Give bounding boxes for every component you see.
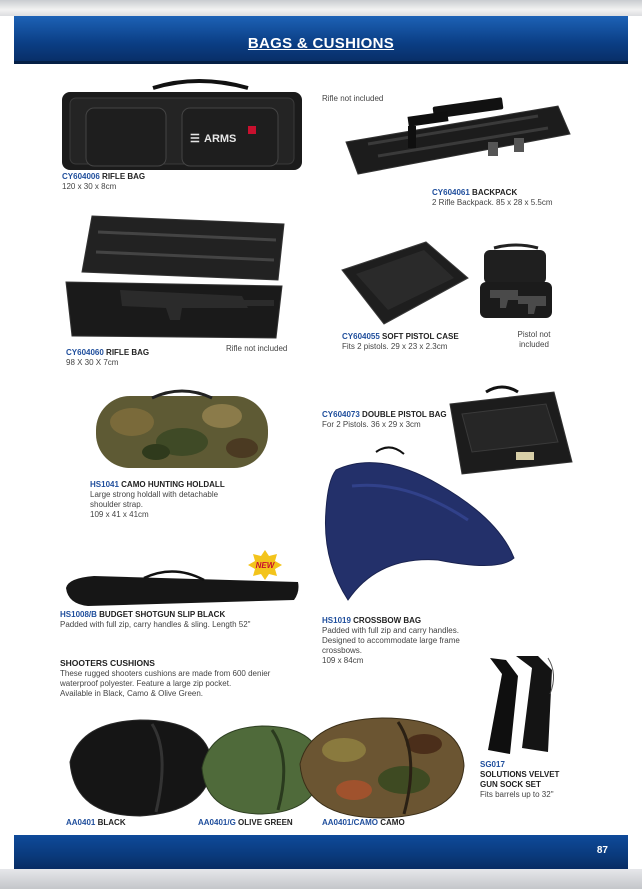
- backpack-caption: CY604061 BACKPACK 2 Rifle Backpack. 85 x 28 x 5.5cm: [432, 188, 553, 207]
- cushion-olive-caption: AA0401/G OLIVE GREEN: [198, 818, 293, 827]
- crossbow-bag-image: [318, 440, 518, 610]
- backpack-note: Rifle not included: [322, 94, 384, 103]
- soft-pistol-case-image: [336, 238, 472, 328]
- soft-pistol-case-caption: CY604055 SOFT PISTOL CASE Fits 2 pistols. 29 x 23 x 2.3cm: [342, 332, 459, 351]
- rifle-bag-image: [58, 74, 308, 174]
- cushion-black-image: [60, 712, 216, 822]
- cushions-description: These rugged shooters cushions are made from 600 denier waterproof polyester. Feature a large zip pocket. Available in Black, Camo & Olive Green.: [60, 669, 271, 698]
- shotgun-slip-image: [64, 562, 300, 610]
- svg-text:☰: ☰: [190, 133, 200, 145]
- pistol-not-included-note: Pistol not included: [517, 330, 551, 349]
- camo-holdall-image: [92, 386, 272, 472]
- footer-bar: [14, 835, 628, 869]
- pistol-case-open-image: [478, 240, 554, 322]
- cushions-heading: SHOOTERS CUSHIONS: [60, 658, 155, 668]
- arms-logo: ARMS: [204, 133, 237, 145]
- gun-sock-caption: SG017 SOLUTIONS VELVET GUN SOCK SET Fits barrels up to 32": [480, 760, 560, 799]
- shotgun-slip-caption: HS1008/B BUDGET SHOTGUN SLIP BLACK Padded with full zip, carry handles & sling. Length 52": [60, 610, 251, 629]
- cushion-black-caption: AA0401 BLACK: [66, 818, 126, 827]
- cushion-camo-image: [294, 710, 468, 822]
- bottom-metal-strip: [0, 869, 642, 889]
- double-pistol-bag-caption: CY604073 DOUBLE PISTOL BAG For 2 Pistols. 36 x 29 x 3cm: [322, 410, 447, 429]
- header-banner: [14, 16, 628, 64]
- new-badge-text: NEW: [255, 561, 275, 570]
- camo-holdall-caption: HS1041 CAMO HUNTING HOLDALL Large strong holdall with detachable shoulder strap. 109 x 41 x 41cm: [90, 480, 225, 519]
- rifle-bag-2-caption: CY604060 RIFLE BAG 98 X 30 X 7cm: [66, 348, 150, 367]
- gun-sock-image: [478, 654, 562, 758]
- cushion-camo-caption: AA0401/CAMO CAMO: [322, 818, 405, 827]
- page-title: BAGS & CUSHIONS: [247, 35, 395, 52]
- backpack-image: [338, 92, 578, 184]
- rifle-bag-open-image: [62, 212, 292, 340]
- top-metal-strip: [0, 0, 642, 16]
- page-number: 87: [596, 845, 608, 856]
- rifle-bag-2-note: Rifle not included: [226, 344, 288, 353]
- rifle-bag-1-caption: CY604006 RIFLE BAG 120 x 30 x 8cm: [62, 172, 146, 191]
- crossbow-bag-caption: HS1019 CROSSBOW BAG Padded with full zip and carry handles. Designed to accommodate large frame crossbows. 109 x 84cm: [322, 616, 460, 665]
